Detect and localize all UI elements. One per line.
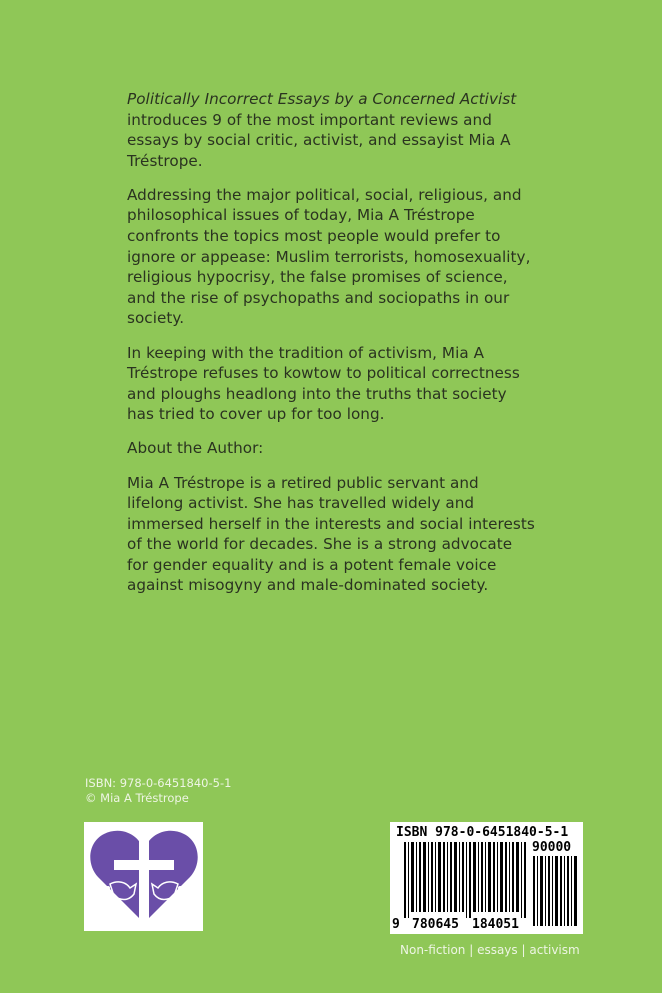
book-title: Politically Incorrect Essays by a Concerned Activist (127, 90, 517, 108)
barcode-group-2: 184051 (472, 917, 519, 932)
about-author-heading: About the Author: (127, 439, 264, 458)
copyright-line: © Mia A Tréstrope (85, 791, 189, 805)
barcode-price-code: 90000 (532, 840, 572, 855)
barcode-first-digit: 9 (392, 917, 400, 932)
blurb-paragraph-3: In keeping with the tradition of activism, Mia A Tréstrope refuses to kowtow to political correctness and ploughs headlong into the truths that society has tried to cover up for too long. (127, 343, 520, 424)
imprint-info (85, 776, 231, 806)
author-bio: Mia A Tréstrope is a retired public servant and lifelong activist. She has travelled widely and immersed herself in the interests and social interests of the world for decades. She is a strong advocate for gender equality and is a potent female voice against misogyny and male-dominated society. (127, 473, 535, 595)
heart-cross-doves-icon (84, 822, 203, 931)
back-cover-blurb (127, 89, 537, 610)
isbn-line: ISBN: 978-0-6451840-5-1 (85, 776, 232, 790)
genre-tags: Non-fiction | essays | activism (400, 943, 580, 957)
blurb-intro-text: introduces 9 of the most important reviews and essays by social critic, activist, and essayist Mia A Tréstrope. (127, 110, 511, 170)
blurb-paragraph-1 (127, 89, 537, 171)
barcode-isbn-label: ISBN 978-0-6451840-5-1 (396, 825, 569, 840)
blurb-paragraph-2: Addressing the major political, social, religious, and philosophical issues of today, Mia A Tréstrope confronts the topics most people would prefer to ignore or appease: Muslim terrorists, homosexuality, religious hypocrisy, the false promises of science, and the rise of psychopaths and sociopaths in our society. (127, 185, 531, 328)
isbn-barcode (390, 822, 583, 934)
barcode-graphic (390, 822, 583, 934)
barcode-group-1: 780645 (412, 917, 459, 932)
publisher-logo (84, 822, 203, 931)
